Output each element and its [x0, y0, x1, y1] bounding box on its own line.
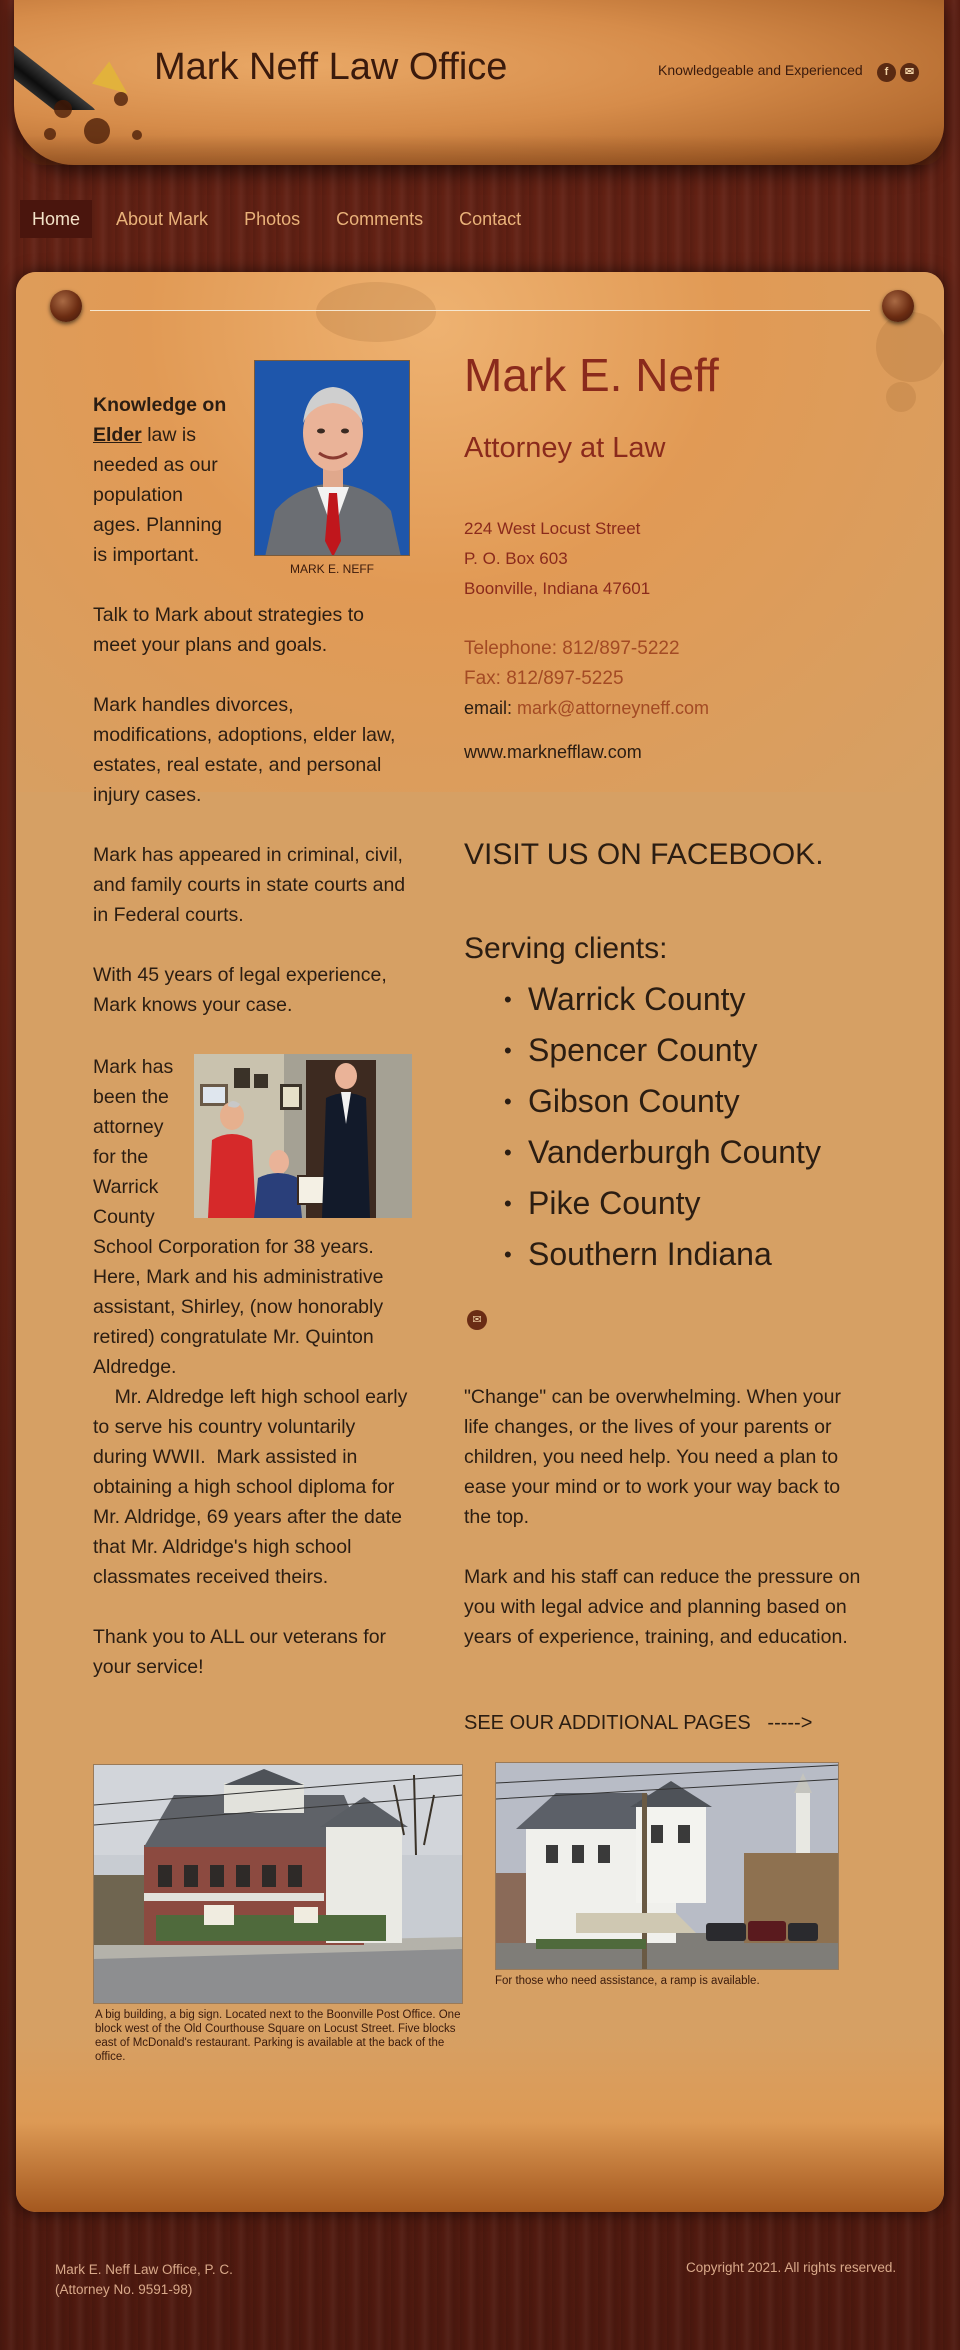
nav-item-about-mark[interactable]: About Mark — [116, 209, 209, 229]
photo-caption: MARK E. NEFF — [289, 562, 374, 576]
ink-splatter — [84, 118, 110, 144]
ink-splatter — [54, 100, 72, 118]
county-list — [464, 974, 821, 1280]
address-block — [464, 514, 650, 604]
para-handles: Mark handles divorces, modifications, adoptions, elder law, estates, real estate, and personal injury cases. — [93, 694, 396, 806]
attorney-name: Mark E. Neff — [464, 349, 719, 401]
para-strategies: Talk to Mark about strategies to meet your plans and goals. — [93, 604, 364, 656]
wrap-line: Warrick — [93, 1176, 159, 1198]
intro-line: law is — [147, 424, 196, 446]
fax: Fax: 812/897-5225 — [464, 668, 624, 689]
intro-line: needed as our — [93, 454, 218, 476]
footer-company — [55, 2260, 233, 2300]
intro-line: population — [93, 484, 183, 506]
email-link[interactable]: mark@attorneyneff.com — [517, 698, 710, 718]
wrap-text — [93, 1052, 183, 1232]
header-banner — [14, 0, 944, 165]
email-row — [464, 698, 709, 719]
nav-item-comments[interactable]: Comments — [336, 209, 424, 229]
fountain-pen-icon — [14, 0, 154, 110]
rivet-icon — [882, 290, 914, 322]
email-icon[interactable]: ✉ — [467, 1310, 487, 1330]
attorney-number: (Attorney No. 9591-98) — [55, 2282, 193, 2297]
wrap-line: Mark has — [93, 1056, 174, 1078]
copyright: Copyright 2021. All rights reserved. — [686, 2260, 897, 2275]
para-school: School Corporation for 38 years. Here, Mark and his administrative assistant, Shirley, (now honorably retired) congratulate Mr. Quinton Aldredge. — [93, 1236, 384, 1378]
rivet-icon — [50, 290, 82, 322]
ramp-building-photo[interactable] — [495, 1762, 839, 1970]
tagline: Knowledgeable and Experienced — [658, 62, 863, 78]
website-link[interactable]: www.marknefflaw.com — [464, 742, 642, 762]
wrap-line: for the — [93, 1146, 149, 1168]
nav-item-contact[interactable]: Contact — [459, 209, 522, 229]
facebook-link[interactable]: VISIT US ON FACEBOOK. — [464, 838, 824, 871]
intro-line: ages. Planning — [93, 514, 223, 536]
mark-neff-photo[interactable] — [254, 360, 410, 556]
main-content — [16, 272, 944, 2212]
para-years: With 45 years of legal experience, Mark knows your case. — [93, 964, 387, 1016]
main-nav — [20, 200, 545, 238]
intro-bold: Knowledge on — [93, 394, 227, 416]
elder-law-link[interactable]: Elder — [93, 424, 142, 446]
telephone[interactable]: Telephone: 812/897-5222 — [464, 638, 680, 659]
intro-line: is important. — [93, 544, 200, 566]
nav-item-home[interactable]: Home — [20, 200, 92, 238]
list-item: • Warrick County — [464, 974, 821, 1025]
wrap-line: attorney — [93, 1116, 164, 1138]
list-item: • Southern Indiana — [464, 1229, 821, 1280]
divider — [90, 310, 870, 311]
company-name: Mark E. Neff Law Office, P. C. — [55, 2262, 233, 2277]
para-staff: Mark and his staff can reduce the pressure on you with legal advice and planning based on years of experience, training, and education. — [464, 1566, 861, 1648]
ink-splatter — [132, 130, 142, 140]
address-line: Boonville, Indiana 47601 — [464, 579, 651, 598]
attorney-title: Attorney at Law — [464, 432, 666, 464]
additional-pages-link[interactable]: SEE OUR ADDITIONAL PAGES -----> — [464, 1712, 813, 1734]
ink-splatter — [44, 128, 56, 140]
nav-item-photos[interactable]: Photos — [244, 209, 301, 229]
email-label: email: — [464, 698, 518, 718]
site-title[interactable]: Mark Neff Law Office — [154, 46, 508, 88]
ramp-caption: For those who need assistance, a ramp is available. — [495, 1975, 760, 1987]
para-thanks: Thank you to ALL our veterans for your service! — [93, 1626, 387, 1678]
address-line: P. O. Box 603 — [464, 549, 568, 568]
office-building-photo[interactable] — [93, 1764, 463, 2004]
address-line: 224 West Locust Street — [464, 519, 641, 538]
wrap-line: been the — [93, 1086, 169, 1108]
ink-splatter — [114, 92, 128, 106]
email-icon[interactable]: ✉ — [900, 63, 919, 82]
list-item: • Pike County — [464, 1178, 821, 1229]
para-change: "Change" can be overwhelming. When your life changes, or the lives of your parents or children, you need help. You need a plan to ease your mind or to work your way back to the top. — [464, 1386, 841, 1528]
facebook-icon[interactable]: f — [877, 63, 896, 82]
para-courts: Mark has appeared in criminal, civil, and family courts in state courts and in Federal courts. — [93, 844, 406, 926]
list-item: • Spencer County — [464, 1025, 821, 1076]
serving-title: Serving clients: — [464, 932, 668, 965]
building-caption: A big building, a big sign. Located next to the Boonville Post Office. One block west of the Old Courthouse Square on Locust Street. Five blocks east of McDonald's restaurant. Parking is available at the back of the office. — [95, 2009, 461, 2063]
wrap-line: County — [93, 1206, 155, 1228]
list-item: • Vanderburgh County — [464, 1127, 821, 1178]
intro-text — [93, 390, 243, 570]
list-item: • Gibson County — [464, 1076, 821, 1127]
para-aldredge: Mr. Aldredge left high school early to serve his country voluntarily during WWII. Mark assisted in obtaining a high school diploma for Mr. Aldridge, 69 years after the date that Mr. Aldridge's high school classmates received theirs. — [93, 1386, 413, 1588]
award-photo[interactable] — [194, 1054, 412, 1218]
